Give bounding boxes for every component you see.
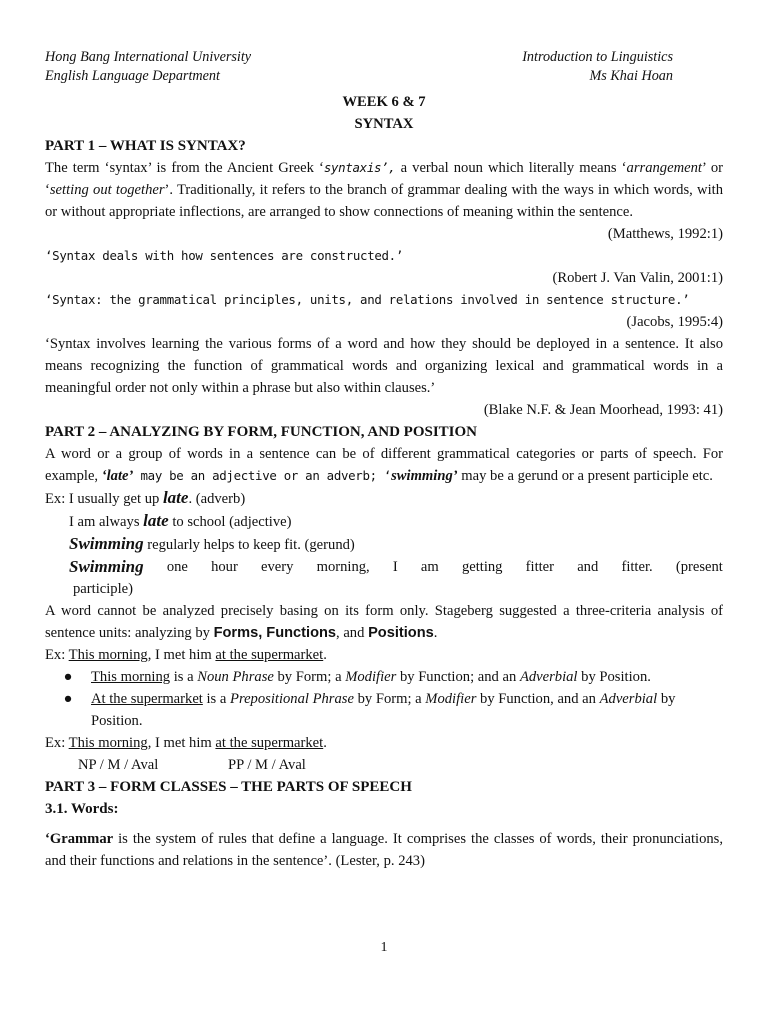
text-run: by Function; and an <box>396 669 520 685</box>
quote-van-valin: ‘Syntax deals with how sentences are constructed.’ <box>45 248 403 263</box>
example-4 <box>45 556 723 578</box>
part3-heading: PART 3 – FORM CLASSES – THE PARTS OF SPEECH <box>45 779 412 795</box>
text-run: Ex: <box>45 647 69 663</box>
bullet-text <box>91 666 723 688</box>
underlined-phrase: at the supermarket <box>215 647 324 663</box>
citation-matthews: (Matthews, 1992:1) <box>607 226 723 242</box>
term-forms-functions: Forms, Functions <box>213 625 337 641</box>
text-run: by Function, and an <box>476 691 600 707</box>
term-setting-out: setting out together <box>49 182 165 198</box>
term-swimming: swimming’ <box>391 468 458 484</box>
word: getting <box>461 559 503 575</box>
text-run: , I met him <box>147 735 216 751</box>
text-run: regularly helps to keep fit. (gerund) <box>143 537 355 553</box>
example-6 <box>45 732 723 754</box>
term-grammar: Grammar <box>49 831 114 847</box>
term: Prepositional Phrase <box>230 691 354 707</box>
week-title: WEEK 6 & 7 <box>342 94 426 110</box>
department-name: English Language Department <box>45 68 220 84</box>
word: and <box>577 559 599 575</box>
term: Adverbial <box>519 669 578 685</box>
instructor-name: Ms Khai Hoan <box>589 68 673 84</box>
example-word: Swimming <box>69 534 144 553</box>
example-6-analysis <box>45 754 723 776</box>
text-run: may be an adjective or an adverb; ‘ <box>133 468 392 483</box>
text-run: by Form; a <box>273 669 346 685</box>
document-page <box>45 48 723 872</box>
bullet-text <box>91 688 723 732</box>
citation-blake: (Blake N.F. & Jean Moorhead, 1993: 41) <box>483 402 723 418</box>
text-run: ‘ <box>45 831 50 847</box>
text-run: a verbal noun which literally means ‘ <box>395 160 627 176</box>
text-run: . (adverb) <box>188 491 246 507</box>
term-positions: Positions <box>368 625 434 641</box>
text-run: . <box>433 625 438 641</box>
bullet-2 <box>45 688 723 732</box>
text-run: A word cannot be analyzed precisely basing on its form only. Stageberg suggested a three-criteria analysis of sentence units: analyzing by <box>45 603 723 641</box>
part2-heading: PART 2 – ANALYZING BY FORM, FUNCTION, AND POSITION <box>45 424 478 440</box>
word: fitter. <box>621 559 653 575</box>
part1-intro <box>45 157 723 223</box>
header-right <box>522 48 723 86</box>
part2-criteria <box>45 600 723 644</box>
example-word: late <box>162 488 189 507</box>
text-run: to school (adjective) <box>168 514 292 530</box>
text-run: by Position. <box>91 691 676 729</box>
topic-title: SYNTAX <box>354 116 414 132</box>
word: hour <box>211 559 238 575</box>
page-number: 1 <box>380 940 388 955</box>
text-run: , and <box>336 625 369 641</box>
term-late: ‘late’ <box>101 468 134 484</box>
bullet-icon: ● <box>63 691 73 707</box>
quote-blake <box>45 333 723 399</box>
text-run: . <box>323 647 327 663</box>
text-run: may be a gerund or a present participle etc. <box>457 468 713 484</box>
word: fitter <box>525 559 555 575</box>
underlined-phrase: This morning <box>68 735 148 751</box>
text-run: Ex: <box>45 735 69 751</box>
text-run: . <box>323 735 327 751</box>
word: I <box>392 559 398 575</box>
text-run: , I met him <box>147 647 216 663</box>
term: Noun Phrase <box>197 669 274 685</box>
university-name: Hong Bang International University <box>45 49 252 65</box>
course-name: Introduction to Linguistics <box>522 49 673 65</box>
text-run: Ex: I usually get up <box>45 491 163 507</box>
example-2 <box>45 510 723 533</box>
word: (present <box>675 559 723 575</box>
quote-jacobs: ‘Syntax: the grammatical principles, units, and relations involved in sentence structure.’ <box>45 292 690 307</box>
term: Modifier <box>425 691 477 707</box>
text-run: is a <box>202 691 231 707</box>
underlined-phrase: This morning <box>91 669 171 685</box>
analysis-pp: PP / M / Aval <box>228 757 306 773</box>
part1-heading: PART 1 – WHAT IS SYNTAX? <box>45 138 246 154</box>
bullet-icon: ● <box>63 669 73 685</box>
text-run: ’. Traditionally, it refers to the branch of grammar dealing with the ways in which words, with or without appropriate inflections, are arranged to show connections of meaning within the sentence. <box>45 182 723 220</box>
example-5 <box>45 644 723 666</box>
part2-intro <box>45 443 723 487</box>
grammar-definition <box>45 828 723 872</box>
text-run: I am always <box>69 514 144 530</box>
example-word: Swimming <box>69 557 144 576</box>
example-3 <box>45 533 723 556</box>
bullet-1 <box>45 666 723 688</box>
citation-van-valin: (Robert J. Van Valin, 2001:1) <box>552 270 723 286</box>
analysis-np: NP / M / Aval <box>78 757 159 773</box>
citation-jacobs: (Jacobs, 1995:4) <box>626 314 723 330</box>
example-word: late <box>143 511 169 530</box>
term-syntaxis: syntaxis’, <box>323 160 396 175</box>
text-run: The term ‘syntax’ is from the Ancient Greek ‘ <box>45 160 324 176</box>
part3-subheading: 3.1. Words: <box>45 801 119 817</box>
example-4-continuation: participle) <box>73 581 133 597</box>
word: am <box>420 559 439 575</box>
term: Adverbial <box>599 691 658 707</box>
text-run: ’ or ‘ <box>45 160 723 198</box>
underlined-phrase: This morning <box>68 647 148 663</box>
text-run: is a <box>170 669 198 685</box>
word: one <box>166 559 188 575</box>
text-run: by Position. <box>577 669 651 685</box>
word: every <box>261 559 294 575</box>
underlined-phrase: at the supermarket <box>215 735 324 751</box>
underlined-phrase: At the supermarket <box>91 691 203 707</box>
text-run: by Form; a <box>353 691 426 707</box>
example-1 <box>45 487 723 510</box>
term-arrangement: arrangement <box>626 160 702 176</box>
header-left <box>45 48 251 86</box>
text-run: A word or a group of words in a sentence can be of different grammatical categories or parts of speech. For example, <box>45 446 723 484</box>
term: Modifier <box>345 669 397 685</box>
text-run: ‘Syntax involves learning the various forms of a word and how they should be deployed in a sentence. It also means recognizing the function of grammatical words and organizing lexical and grammatical words in a meaningful order not only within a phrase but also within clauses.’ <box>45 336 723 396</box>
page-header <box>45 48 723 86</box>
spacer <box>45 820 723 828</box>
word: morning, <box>316 559 370 575</box>
text-run: is the system of rules that define a language. It comprises the classes of words, their pronunciations, and their functions and relations in the sentence’. (Lester, p. 243) <box>45 831 723 869</box>
